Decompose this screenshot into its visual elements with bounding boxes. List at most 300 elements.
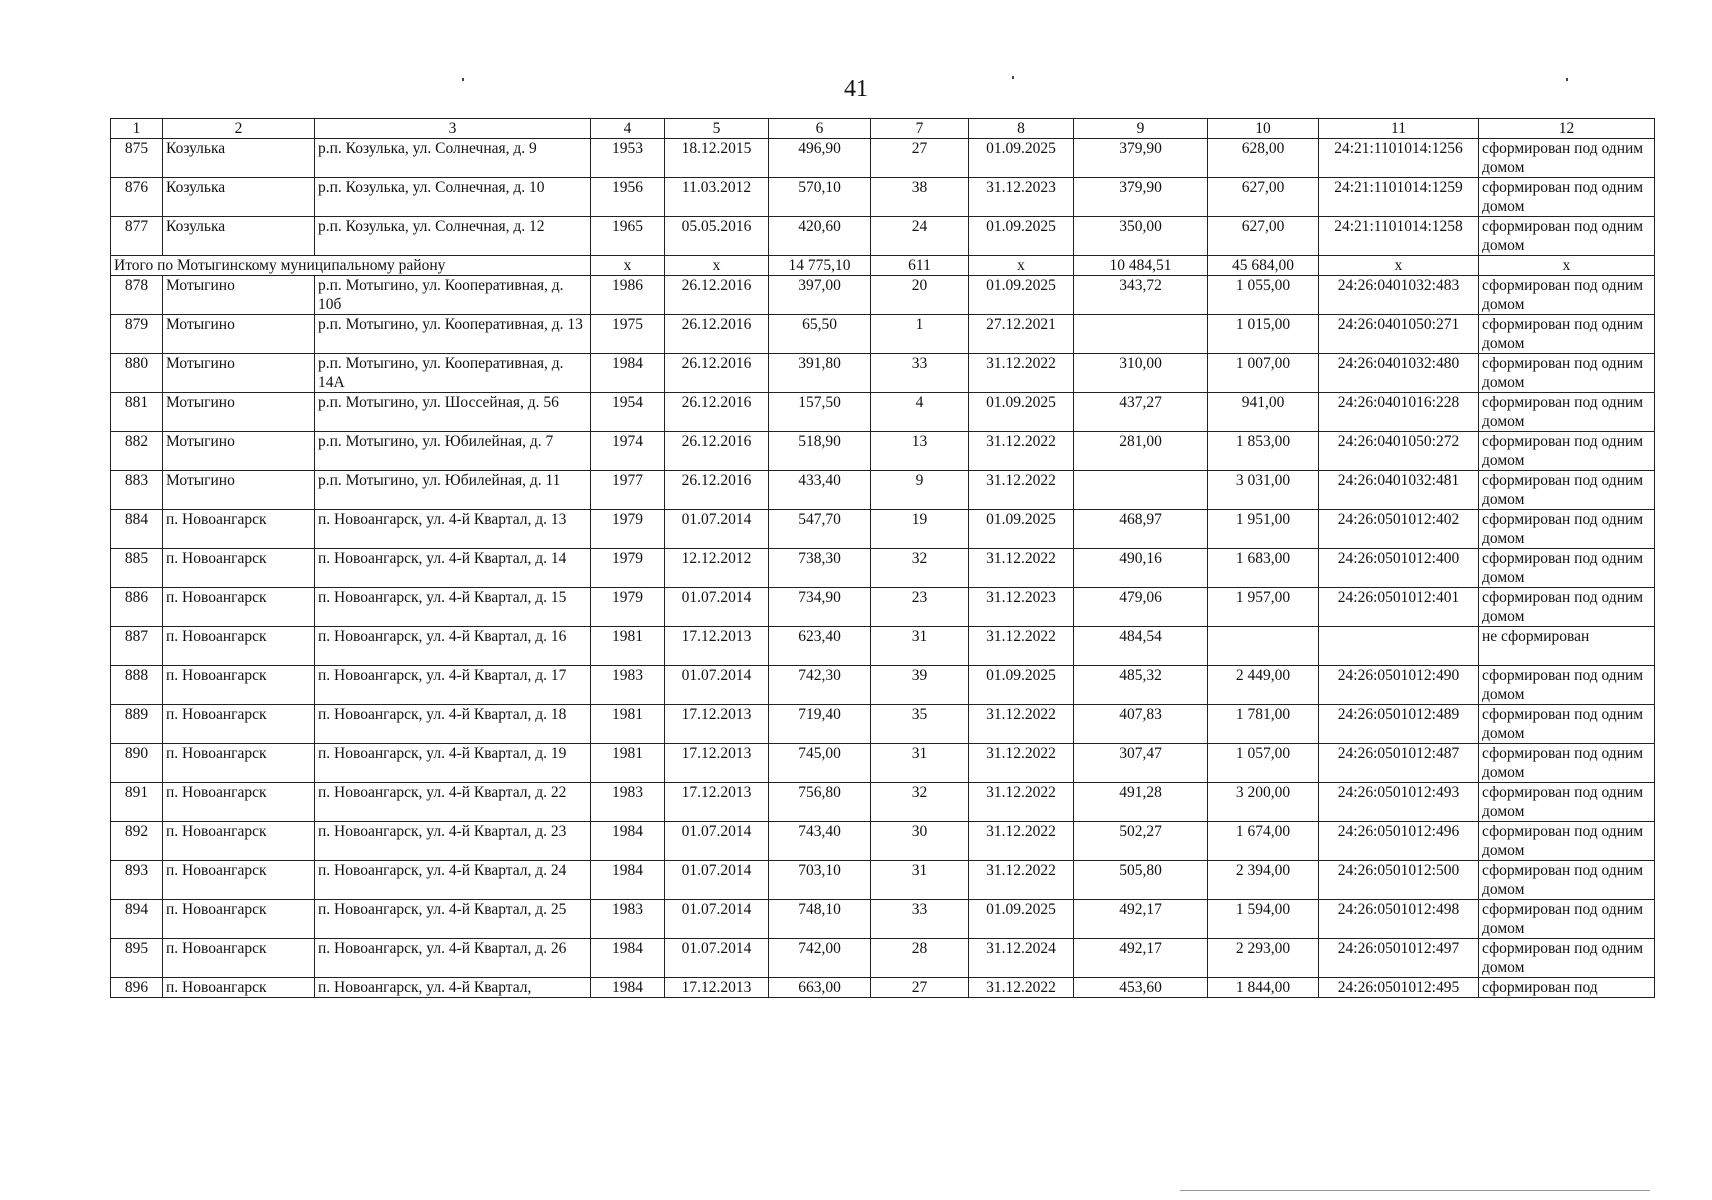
table-cell: 24:26:0501012:498	[1319, 900, 1479, 939]
table-cell: 13	[871, 432, 969, 471]
table-cell: 45 684,00	[1208, 256, 1319, 276]
table-cell: 881	[111, 393, 163, 432]
table-cell: р.п. Мотыгино, ул. Кооперативная, д. 14А	[315, 354, 591, 393]
table-cell: 719,40	[769, 705, 871, 744]
table-cell: 2 394,00	[1208, 861, 1319, 900]
table-cell	[1074, 315, 1208, 354]
table-cell: Мотыгино	[163, 315, 315, 354]
table-cell: р.п. Мотыгино, ул. Кооперативная, д. 10б	[315, 276, 591, 315]
table-cell: 1984	[591, 939, 665, 978]
table-cell: сформирован под одним домом	[1479, 354, 1655, 393]
table-cell	[1319, 627, 1479, 666]
table-cell: п. Новоангарск, ул. 4-й Квартал, д. 18	[315, 705, 591, 744]
table-cell: 1974	[591, 432, 665, 471]
table-cell: 17.12.2013	[665, 978, 769, 998]
table-cell: 627,00	[1208, 178, 1319, 217]
table-cell: 1 957,00	[1208, 588, 1319, 627]
table-cell: 24:26:0501012:497	[1319, 939, 1479, 978]
table-cell: Мотыгино	[163, 354, 315, 393]
table-cell: 31	[871, 744, 969, 783]
table-cell: 496,90	[769, 139, 871, 178]
table-cell: 1 951,00	[1208, 510, 1319, 549]
table-row	[111, 822, 1655, 861]
table-cell: п. Новоангарск	[163, 900, 315, 939]
table-row	[111, 588, 1655, 627]
table-cell: 1979	[591, 510, 665, 549]
table-cell: 875	[111, 139, 163, 178]
table-cell: 12.12.2012	[665, 549, 769, 588]
table-cell: р.п. Козулька, ул. Солнечная, д. 10	[315, 178, 591, 217]
page-number: 41	[844, 76, 868, 102]
table-cell: 738,30	[769, 549, 871, 588]
table-cell: 491,28	[1074, 783, 1208, 822]
table-cell: п. Новоангарск	[163, 510, 315, 549]
table-cell: Мотыгино	[163, 393, 315, 432]
table-cell: 627,00	[1208, 217, 1319, 256]
table-cell: Мотыгино	[163, 471, 315, 510]
table-cell: 888	[111, 666, 163, 705]
table-cell: 1981	[591, 744, 665, 783]
table-cell: п. Новоангарск	[163, 588, 315, 627]
table-cell: 407,83	[1074, 705, 1208, 744]
table-cell: п. Новоангарск	[163, 666, 315, 705]
table-cell: 31.12.2022	[969, 627, 1074, 666]
scan-speck	[1566, 78, 1568, 81]
table-cell: 703,10	[769, 861, 871, 900]
table-cell: 1 594,00	[1208, 900, 1319, 939]
table-cell: 31.12.2022	[969, 783, 1074, 822]
table-cell: 3	[315, 119, 591, 139]
table-cell: 10 484,51	[1074, 256, 1208, 276]
table-cell: 484,54	[1074, 627, 1208, 666]
table-cell: 24:26:0401032:483	[1319, 276, 1479, 315]
table-cell: 39	[871, 666, 969, 705]
table-cell: 24:26:0501012:490	[1319, 666, 1479, 705]
table-cell: 17.12.2013	[665, 705, 769, 744]
table-row	[111, 939, 1655, 978]
table-cell: 877	[111, 217, 163, 256]
table-cell: 65,50	[769, 315, 871, 354]
table-cell: 26.12.2016	[665, 315, 769, 354]
table-cell: сформирован под одним домом	[1479, 276, 1655, 315]
table-cell: 1 683,00	[1208, 549, 1319, 588]
table-row	[111, 354, 1655, 393]
table-cell: 878	[111, 276, 163, 315]
table-cell: 24:26:0501012:487	[1319, 744, 1479, 783]
table-cell: 31.12.2022	[969, 744, 1074, 783]
table-cell: сформирован под одним домом	[1479, 217, 1655, 256]
table-cell: 01.07.2014	[665, 822, 769, 861]
table-cell: 24:21:1101014:1258	[1319, 217, 1479, 256]
table-cell: 32	[871, 549, 969, 588]
table-cell: п. Новоангарск, ул. 4-й Квартал, д. 22	[315, 783, 591, 822]
table-cell: сформирован под одним домом	[1479, 783, 1655, 822]
table-cell: п. Новоангарск, ул. 4-й Квартал, д. 25	[315, 900, 591, 939]
table-cell: 01.09.2025	[969, 666, 1074, 705]
table-cell: п. Новоангарск	[163, 939, 315, 978]
table-cell: 1 057,00	[1208, 744, 1319, 783]
table-cell: 2 449,00	[1208, 666, 1319, 705]
table-row	[111, 861, 1655, 900]
table-cell: п. Новоангарск, ул. 4-й Квартал, д. 16	[315, 627, 591, 666]
table-cell: 11	[1319, 119, 1479, 139]
table-cell: 468,97	[1074, 510, 1208, 549]
table-cell: Мотыгино	[163, 276, 315, 315]
table-cell: 502,27	[1074, 822, 1208, 861]
table-row	[111, 666, 1655, 705]
table-cell: сформирован под одним домом	[1479, 666, 1655, 705]
table-cell: 505,80	[1074, 861, 1208, 900]
table-cell: п. Новоангарск	[163, 861, 315, 900]
table-cell: 889	[111, 705, 163, 744]
table-cell: 1981	[591, 705, 665, 744]
table-cell: сформирован под одним домом	[1479, 549, 1655, 588]
column-number-row	[111, 119, 1655, 139]
table-cell: Мотыгино	[163, 432, 315, 471]
table-cell: 17.12.2013	[665, 627, 769, 666]
table-cell: п. Новоангарск, ул. 4-й Квартал, д. 15	[315, 588, 591, 627]
table-cell: 1983	[591, 783, 665, 822]
table-cell: п. Новоангарск	[163, 627, 315, 666]
table-cell: 31.12.2022	[969, 822, 1074, 861]
table-cell: 756,80	[769, 783, 871, 822]
table-cell: 1	[111, 119, 163, 139]
table-cell: 885	[111, 549, 163, 588]
table-cell: 453,60	[1074, 978, 1208, 998]
table-cell: x	[1479, 256, 1655, 276]
table-cell: п. Новоангарск, ул. 4-й Квартал, д. 26	[315, 939, 591, 978]
table-cell: 485,32	[1074, 666, 1208, 705]
table-cell: п. Новоангарск	[163, 822, 315, 861]
district-total-row	[111, 256, 1655, 276]
table-cell: 876	[111, 178, 163, 217]
table-cell: сформирован под одним домом	[1479, 900, 1655, 939]
table-cell: п. Новоангарск, ул. 4-й Квартал, д. 23	[315, 822, 591, 861]
table-cell: 01.09.2025	[969, 393, 1074, 432]
table-cell	[1074, 471, 1208, 510]
table-cell: 24:26:0401050:271	[1319, 315, 1479, 354]
table-cell: 33	[871, 900, 969, 939]
table-cell: 1953	[591, 139, 665, 178]
table-cell: 01.09.2025	[969, 900, 1074, 939]
table-cell: 1	[871, 315, 969, 354]
table-cell: 1975	[591, 315, 665, 354]
table-cell: 24:26:0501012:500	[1319, 861, 1479, 900]
table-cell: 1981	[591, 627, 665, 666]
table-row	[111, 276, 1655, 315]
table-cell: 24:26:0401032:481	[1319, 471, 1479, 510]
table-row	[111, 978, 1655, 998]
table-cell: не сформирован	[1479, 627, 1655, 666]
table-cell: Козулька	[163, 217, 315, 256]
table-cell: сформирован под одним домом	[1479, 432, 1655, 471]
table-cell: 492,17	[1074, 900, 1208, 939]
table-cell: 31.12.2022	[969, 978, 1074, 998]
table-cell: 1979	[591, 588, 665, 627]
table-cell: 24:26:0401016:228	[1319, 393, 1479, 432]
table-cell: 518,90	[769, 432, 871, 471]
table-cell: 31.12.2022	[969, 705, 1074, 744]
table-cell: 479,06	[1074, 588, 1208, 627]
table-cell: Козулька	[163, 139, 315, 178]
table-cell: 01.07.2014	[665, 510, 769, 549]
table-row	[111, 432, 1655, 471]
table-cell: п. Новоангарск	[163, 783, 315, 822]
table-cell: 31.12.2024	[969, 939, 1074, 978]
table-cell: п. Новоангарск, ул. 4-й Квартал,	[315, 978, 591, 998]
table-cell: 4	[871, 393, 969, 432]
table-cell: р.п. Мотыгино, ул. Юбилейная, д. 7	[315, 432, 591, 471]
table-cell: сформирован под одним домом	[1479, 744, 1655, 783]
table-cell: 887	[111, 627, 163, 666]
table-cell: сформирован под одним домом	[1479, 178, 1655, 217]
table-cell: р.п. Козулька, ул. Солнечная, д. 12	[315, 217, 591, 256]
table-cell: сформирован под одним домом	[1479, 705, 1655, 744]
table-cell: 26.12.2016	[665, 354, 769, 393]
table-cell: 1986	[591, 276, 665, 315]
table-cell: 26.12.2016	[665, 276, 769, 315]
table-cell: 8	[969, 119, 1074, 139]
table-cell: 31.12.2022	[969, 354, 1074, 393]
table-cell: 26.12.2016	[665, 471, 769, 510]
table-cell: 24:26:0501012:493	[1319, 783, 1479, 822]
table-cell: 3 200,00	[1208, 783, 1319, 822]
table-cell: 1 844,00	[1208, 978, 1319, 998]
table-cell: 157,50	[769, 393, 871, 432]
table-cell: 3 031,00	[1208, 471, 1319, 510]
table-cell: п. Новоангарск	[163, 549, 315, 588]
table-cell: 30	[871, 822, 969, 861]
table-cell: сформирован под одним домом	[1479, 139, 1655, 178]
table-cell: 35	[871, 705, 969, 744]
table-cell: р.п. Мотыгино, ул. Шоссейная, д. 56	[315, 393, 591, 432]
table-cell: x	[591, 256, 665, 276]
table-cell: 1984	[591, 978, 665, 998]
table-row	[111, 744, 1655, 783]
table-cell: Итого по Мотыгинскому муниципальному району	[111, 256, 591, 276]
table-cell: 1979	[591, 549, 665, 588]
table-cell: 745,00	[769, 744, 871, 783]
table-cell: 01.09.2025	[969, 510, 1074, 549]
table-cell: п. Новоангарск	[163, 705, 315, 744]
table-cell: 26.12.2016	[665, 393, 769, 432]
table-cell: 24:26:0501012:496	[1319, 822, 1479, 861]
table-row	[111, 705, 1655, 744]
table-cell: 1965	[591, 217, 665, 256]
table-cell: 01.09.2025	[969, 139, 1074, 178]
table-row	[111, 315, 1655, 354]
table-cell: 492,17	[1074, 939, 1208, 978]
table-cell: 343,72	[1074, 276, 1208, 315]
table-cell: 1954	[591, 393, 665, 432]
table-cell: 570,10	[769, 178, 871, 217]
table-cell: 391,80	[769, 354, 871, 393]
table-cell: 24:21:1101014:1259	[1319, 178, 1479, 217]
table-cell: 24:26:0501012:401	[1319, 588, 1479, 627]
table-cell: сформирован под одним домом	[1479, 315, 1655, 354]
table-cell: 24:26:0501012:400	[1319, 549, 1479, 588]
table-cell: 893	[111, 861, 163, 900]
table-cell: 19	[871, 510, 969, 549]
table-cell: 742,30	[769, 666, 871, 705]
table-row	[111, 217, 1655, 256]
table-cell: 7	[871, 119, 969, 139]
table-cell: 31.12.2023	[969, 178, 1074, 217]
table-cell: 1983	[591, 900, 665, 939]
table-cell: 397,00	[769, 276, 871, 315]
table-cell: 01.09.2025	[969, 217, 1074, 256]
table-cell: сформирован под одним домом	[1479, 861, 1655, 900]
table-cell: 9	[871, 471, 969, 510]
table-cell	[1208, 627, 1319, 666]
table-cell: сформирован под одним домом	[1479, 939, 1655, 978]
table-cell: 2	[163, 119, 315, 139]
table-cell: 18.12.2015	[665, 139, 769, 178]
table-cell: 1 853,00	[1208, 432, 1319, 471]
table-cell: 884	[111, 510, 163, 549]
table-cell: 20	[871, 276, 969, 315]
table-cell: 01.07.2014	[665, 939, 769, 978]
table-cell: 01.07.2014	[665, 666, 769, 705]
table-cell: сформирован под одним домом	[1479, 393, 1655, 432]
table-cell: 17.12.2013	[665, 744, 769, 783]
table-cell: 1 007,00	[1208, 354, 1319, 393]
table-cell: 882	[111, 432, 163, 471]
table-cell: 547,70	[769, 510, 871, 549]
table-cell: 1 015,00	[1208, 315, 1319, 354]
table-cell: 31.12.2022	[969, 861, 1074, 900]
table-cell: сформирован под одним домом	[1479, 471, 1655, 510]
table-cell: 27	[871, 139, 969, 178]
table-cell: 433,40	[769, 471, 871, 510]
table-cell: 628,00	[1208, 139, 1319, 178]
table-cell: 895	[111, 939, 163, 978]
table-cell: 23	[871, 588, 969, 627]
table-cell: 1 674,00	[1208, 822, 1319, 861]
table-cell: 896	[111, 978, 163, 998]
table-row	[111, 549, 1655, 588]
table-cell: 1956	[591, 178, 665, 217]
table-cell: 883	[111, 471, 163, 510]
table-cell: 24:26:0501012:402	[1319, 510, 1479, 549]
table-cell: 1977	[591, 471, 665, 510]
table-cell: 24:21:1101014:1256	[1319, 139, 1479, 178]
table-cell: 281,00	[1074, 432, 1208, 471]
table-cell: 890	[111, 744, 163, 783]
table-cell: 17.12.2013	[665, 783, 769, 822]
table-row	[111, 900, 1655, 939]
table-cell: 490,16	[1074, 549, 1208, 588]
table-cell: 941,00	[1208, 393, 1319, 432]
table-cell: 27.12.2021	[969, 315, 1074, 354]
table-cell: 734,90	[769, 588, 871, 627]
table-cell: 748,10	[769, 900, 871, 939]
table-cell: сформирован под	[1479, 978, 1655, 998]
table-row	[111, 510, 1655, 549]
table-cell: 01.07.2014	[665, 861, 769, 900]
table-cell: п. Новоангарск, ул. 4-й Квартал, д. 13	[315, 510, 591, 549]
table-cell: 24:26:0401050:272	[1319, 432, 1479, 471]
table-cell: 01.07.2014	[665, 900, 769, 939]
table-cell: 24:26:0401032:480	[1319, 354, 1479, 393]
table-cell: 350,00	[1074, 217, 1208, 256]
table-cell: 891	[111, 783, 163, 822]
table-cell: 27	[871, 978, 969, 998]
table-cell: 1984	[591, 861, 665, 900]
table-cell: 01.09.2025	[969, 276, 1074, 315]
table-cell: 880	[111, 354, 163, 393]
table-cell: п. Новоангарск, ул. 4-й Квартал, д. 19	[315, 744, 591, 783]
table-cell: 32	[871, 783, 969, 822]
table-cell: 11.03.2012	[665, 178, 769, 217]
table-cell: 310,00	[1074, 354, 1208, 393]
table-cell: 743,40	[769, 822, 871, 861]
table-row	[111, 783, 1655, 822]
table-cell: 742,00	[769, 939, 871, 978]
table-cell: Козулька	[163, 178, 315, 217]
table-cell: 6	[769, 119, 871, 139]
table-cell: 623,40	[769, 627, 871, 666]
table-row	[111, 627, 1655, 666]
table-cell: 05.05.2016	[665, 217, 769, 256]
table-cell: 886	[111, 588, 163, 627]
table-cell: 10	[1208, 119, 1319, 139]
table-cell: 31	[871, 861, 969, 900]
table-cell: п. Новоангарск, ул. 4-й Квартал, д. 17	[315, 666, 591, 705]
table-cell: п. Новоангарск, ул. 4-й Квартал, д. 14	[315, 549, 591, 588]
table-cell: 437,27	[1074, 393, 1208, 432]
table-cell: 1 055,00	[1208, 276, 1319, 315]
table-cell: 24	[871, 217, 969, 256]
table-cell: 24:26:0501012:495	[1319, 978, 1479, 998]
table-cell: 28	[871, 939, 969, 978]
table-cell: 1984	[591, 354, 665, 393]
table-cell: п. Новоангарск	[163, 978, 315, 998]
table-cell: 1 781,00	[1208, 705, 1319, 744]
table-cell: x	[665, 256, 769, 276]
table-cell: 379,90	[1074, 178, 1208, 217]
table-cell: 879	[111, 315, 163, 354]
housing-register-table	[110, 118, 1655, 998]
table-row	[111, 178, 1655, 217]
table-cell: сформирован под одним домом	[1479, 510, 1655, 549]
table-cell: р.п. Мотыгино, ул. Кооперативная, д. 13	[315, 315, 591, 354]
table-cell: п. Новоангарск, ул. 4-й Квартал, д. 24	[315, 861, 591, 900]
table-row	[111, 139, 1655, 178]
table-cell: п. Новоангарск	[163, 744, 315, 783]
table-cell: 14 775,10	[769, 256, 871, 276]
table-cell: 31.12.2023	[969, 588, 1074, 627]
table-cell: р.п. Мотыгино, ул. Юбилейная, д. 11	[315, 471, 591, 510]
table-cell: 5	[665, 119, 769, 139]
table-cell: 12	[1479, 119, 1655, 139]
table-cell: 4	[591, 119, 665, 139]
table-cell: 38	[871, 178, 969, 217]
table-row	[111, 471, 1655, 510]
table-cell: 01.07.2014	[665, 588, 769, 627]
table-cell: 1984	[591, 822, 665, 861]
table-cell: 663,00	[769, 978, 871, 998]
table-row	[111, 393, 1655, 432]
table-cell: 31	[871, 627, 969, 666]
table-cell: 9	[1074, 119, 1208, 139]
table-cell: сформирован под одним домом	[1479, 588, 1655, 627]
table-cell: 33	[871, 354, 969, 393]
table-cell: 379,90	[1074, 139, 1208, 178]
table-cell: 2 293,00	[1208, 939, 1319, 978]
scan-line	[1180, 1190, 1650, 1191]
table-cell: 307,47	[1074, 744, 1208, 783]
